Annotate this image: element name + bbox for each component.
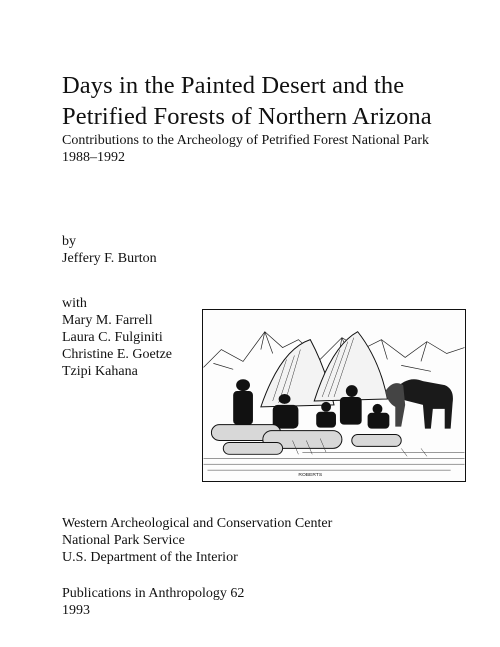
with-label: with xyxy=(62,296,87,311)
by-label: by xyxy=(62,234,76,249)
artist-signature: ROBERTS xyxy=(298,473,323,479)
tent-icon xyxy=(261,332,388,407)
publisher-line-2: National Park Service xyxy=(62,533,185,548)
publisher-line-3: U.S. Department of the Interior xyxy=(62,550,238,565)
engraving-campsite-scene xyxy=(203,310,465,481)
contributors-block xyxy=(62,295,172,380)
horse-icon xyxy=(385,379,453,428)
cover-illustration xyxy=(202,309,466,482)
contributor-name: Mary M. Farrell xyxy=(62,313,153,328)
author-name: Jeffery F. Burton xyxy=(62,251,157,266)
publication-year: 1993 xyxy=(62,603,90,618)
subtitle-years: 1988–1992 xyxy=(62,150,125,165)
contributor-name: Laura C. Fulginiti xyxy=(62,330,163,345)
series-name: Publications in Anthropology 62 xyxy=(62,586,245,601)
document-title xyxy=(62,70,482,132)
title-line-2: Petrified Forests of Northern Arizona xyxy=(62,103,432,130)
title-line-1: Days in the Painted Desert and the xyxy=(62,72,405,99)
series-block xyxy=(62,585,244,619)
publisher-block xyxy=(62,515,332,566)
contributor-name: Tzipi Kahana xyxy=(62,364,138,379)
document-subtitle xyxy=(62,132,492,166)
contributor-name: Christine E. Goetze xyxy=(62,347,173,362)
subtitle-line-1: Contributions to the Archeology of Petrified Forest National Park xyxy=(62,133,430,148)
byline xyxy=(62,233,157,267)
publisher-line-1: Western Archeological and Conservation Center xyxy=(62,516,333,531)
petrified-logs xyxy=(211,425,401,455)
